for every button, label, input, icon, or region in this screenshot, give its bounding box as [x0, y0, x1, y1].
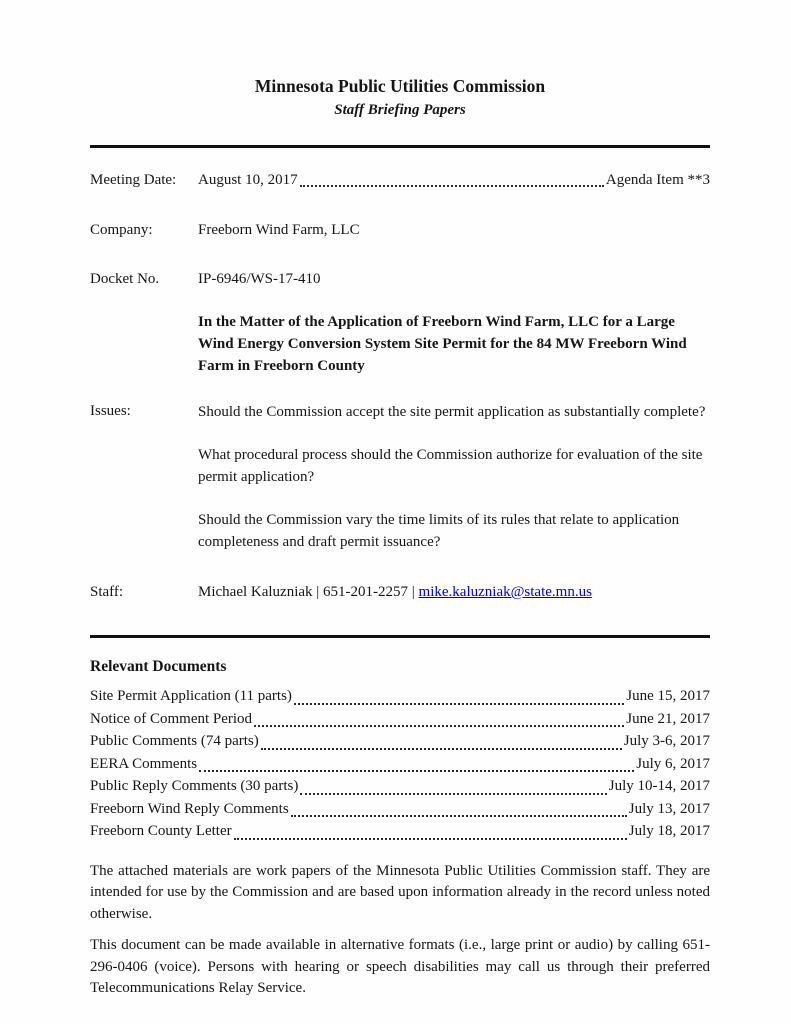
document-date: June 21, 2017	[626, 710, 710, 727]
footer-note-2: This document can be made available in alternative formats (i.e., large print or audio) by calling 651-296-0406 (voice). Persons with hearing or speech disabilities may call us through their preferred Telecommunications Relay Service.	[90, 937, 710, 996]
issue-paragraph: What procedural process should the Commission authorize for evaluation of the site permit application?	[198, 447, 703, 485]
dotted-leader	[300, 793, 606, 795]
matter-caption: In the Matter of the Application of Freeborn Wind Farm, LLC for a Large Wind Energy Conversion System Site Permit for the 84 MW Freeborn Wind Farm in Freeborn County	[198, 314, 687, 374]
middle-divider	[90, 635, 710, 638]
relevant-documents-list	[90, 685, 710, 843]
document-date: July 6, 2017	[636, 755, 710, 772]
agenda-item: Agenda Item **3	[605, 172, 710, 188]
document-title: Freeborn Wind Reply Comments	[90, 800, 289, 817]
document-row	[90, 775, 710, 798]
issues-row	[90, 401, 710, 553]
document-date: July 13, 2017	[628, 800, 710, 817]
document-title: Public Reply Comments (30 parts)	[90, 778, 299, 794]
company-value: Freeborn Wind Farm, LLC	[198, 222, 360, 238]
staff-email-link[interactable]: mike.kaluzniak@state.mn.us	[418, 584, 592, 600]
document-row	[90, 820, 710, 843]
document-row	[90, 798, 710, 821]
document-title: Freeborn County Letter	[90, 823, 232, 839]
company-row	[90, 220, 710, 240]
dotted-leader	[261, 748, 622, 750]
docket-value: IP-6946/WS-17-410	[198, 271, 321, 287]
dotted-leader	[254, 725, 624, 727]
docket-row	[90, 269, 710, 289]
page-subtitle: Staff Briefing Papers	[334, 102, 466, 118]
document-title: EERA Comments	[90, 755, 198, 772]
dotted-leader	[199, 770, 634, 772]
company-label: Company:	[90, 222, 153, 238]
dotted-leader	[294, 703, 624, 705]
top-divider	[90, 145, 710, 148]
document-date: July 3-6, 2017	[623, 733, 710, 749]
dotted-leader	[300, 185, 604, 187]
document-title: Public Comments (74 parts)	[90, 733, 259, 749]
staff-name-phone: Michael Kaluzniak | 651-201-2257 |	[198, 584, 419, 600]
document-title: Site Permit Application (11 parts)	[90, 688, 292, 704]
meeting-date-row	[90, 170, 710, 190]
meeting-date-label: Meeting Date:	[90, 172, 177, 188]
document-row	[90, 685, 710, 708]
meeting-date-value: August 10, 2017	[198, 172, 298, 188]
page-title: Minnesota Public Utilities Commission	[254, 76, 546, 96]
document-date: July 18, 2017	[628, 823, 710, 839]
document-row	[90, 753, 710, 776]
document-row	[90, 730, 710, 753]
issues-list	[198, 401, 710, 553]
relevant-documents-heading: Relevant Documents	[90, 658, 227, 675]
docket-label: Docket No.	[90, 271, 160, 287]
staff-label: Staff:	[90, 584, 124, 600]
staff-row	[90, 582, 710, 602]
issue-paragraph: Should the Commission accept the site permit application as substantially complete?	[198, 404, 706, 420]
issues-label: Issues:	[90, 403, 131, 419]
document-date: June 15, 2017	[626, 688, 710, 704]
issue-paragraph: Should the Commission vary the time limits of its rules that relate to application completeness and draft permit issuance?	[198, 512, 680, 550]
document-row	[90, 708, 710, 731]
footer-note-1: The attached materials are work papers of the Minnesota Public Utilities Commission staff. They are intended for use by the Commission and are based upon information already in the record unless noted otherwise.	[90, 862, 710, 922]
dotted-leader	[291, 815, 627, 817]
document-date: July 10-14, 2017	[608, 778, 710, 794]
dotted-leader	[234, 838, 627, 840]
document-title: Notice of Comment Period	[90, 710, 253, 727]
